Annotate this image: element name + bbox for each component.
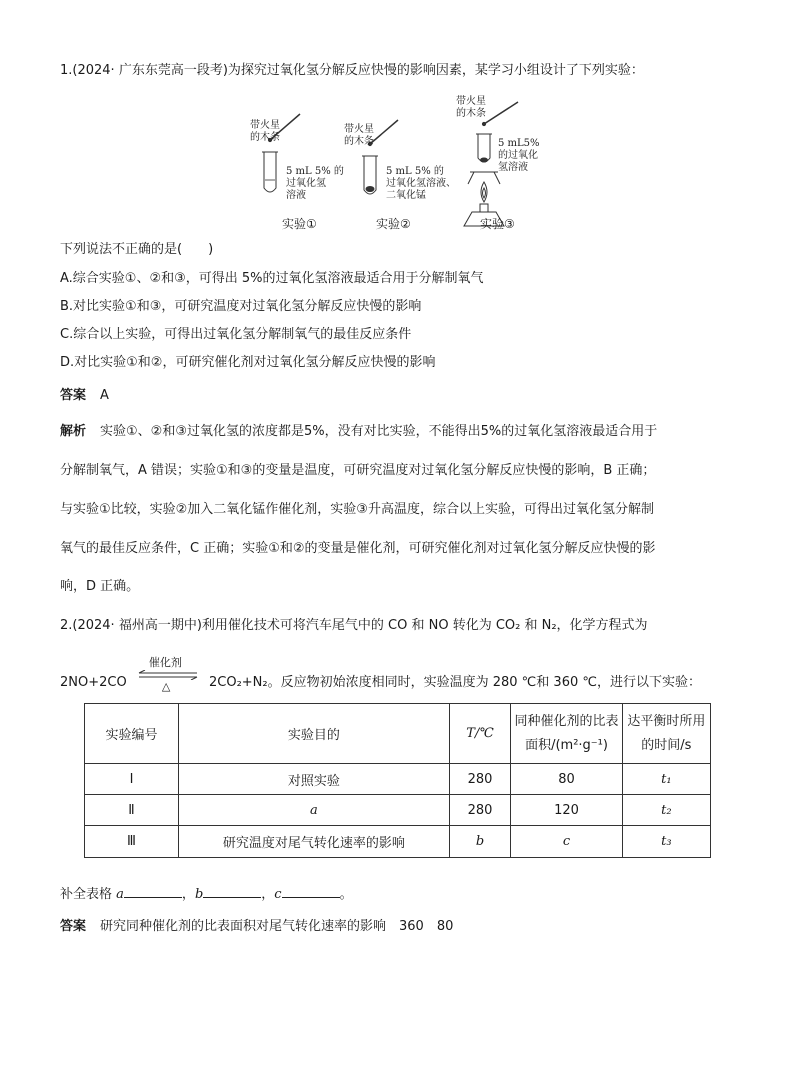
caption-exp2: 实验②: [376, 217, 411, 231]
blank-a[interactable]: [124, 885, 182, 898]
e3-liquid-label: 5 mL5% 的过氧化 氢溶液: [498, 138, 540, 173]
analysis-label: 解析: [60, 424, 87, 439]
blank-c-label: c: [274, 887, 282, 902]
blank-b-label: b: [194, 887, 204, 902]
table-cell: 120: [511, 795, 622, 826]
table-header-row: [85, 704, 711, 764]
q1-analysis-line-2: 分解制氧气，A 错误；实验①和③的变量是温度，可研究温度对过氧化氢分解反应快慢的影响，B 正确；: [60, 463, 656, 478]
table-cell: 80: [511, 764, 622, 795]
answer-label: 答案: [60, 919, 87, 934]
q1-question: 下列说法不正确的是( ): [60, 242, 214, 257]
answer-value: 研究同种催化剂的比表面积对尾气转化速率的影响 360 80: [100, 919, 454, 934]
q1-analysis-line-4: 氧气的最佳反应条件，C 正确；实验①和②的变量是催化剂，可研究催化剂对过氧化氢分解反应快慢的影: [60, 541, 656, 556]
option-a: A.综合实验①、②和③，可得出 5%的过氧化氢溶液最适合用于分解制氧气: [60, 271, 484, 286]
option-b: B.对比实验①和③，可研究温度对过氧化氢分解反应快慢的影响: [60, 299, 422, 314]
e2-splint-label: 带火星 的木条: [344, 124, 374, 147]
q1-figure: [240, 92, 570, 234]
fill-prefix: 补全表格: [60, 887, 113, 902]
table-cell: Ⅰ: [85, 764, 179, 795]
answer-value: A: [100, 388, 109, 403]
blank-c[interactable]: [282, 885, 340, 898]
table-row: [85, 826, 711, 858]
table-cell: 280: [449, 764, 511, 795]
q2-stem: 2.(2024· 福州高一期中)利用催化技术可将汽车尾气中的 CO 和 NO 转化为 CO₂ 和 N₂，化学方程式为: [60, 618, 648, 633]
table-cell: Ⅲ: [85, 826, 179, 858]
equation-arrow: [137, 656, 199, 693]
table-cell: 280: [449, 795, 511, 826]
experiment-table: [84, 703, 711, 858]
equation-right: 2CO₂+N₂: [208, 675, 268, 690]
table-cell: t₃: [622, 826, 710, 858]
heat-condition: △: [161, 680, 171, 693]
e1-liquid-label: 5 mL 5% 的 过氧化氢 溶液: [286, 166, 344, 201]
header-cell: 实验编号: [85, 704, 179, 764]
table-cell: b: [449, 826, 511, 858]
q1-analysis-line-3: 与实验①比较，实验②加入二氧化锰作催化剂，实验③升高温度，综合以上实验，可得出过氧化氢分解制: [60, 502, 654, 517]
e3-splint-label: 带火星 的木条: [456, 96, 486, 119]
answer-label: 答案: [60, 388, 87, 403]
caption-exp3: 实验③: [480, 217, 515, 231]
option-d: D.对比实验①和②，可研究催化剂对过氧化氢分解反应快慢的影响: [60, 355, 436, 370]
table-cell: t₁: [622, 764, 710, 795]
table-row: [85, 795, 711, 826]
q2-equation: [60, 656, 701, 693]
caption-exp1: 实验①: [282, 217, 317, 231]
header-cell: 同种催化剂的比表面积/(m²·g⁻¹): [511, 704, 622, 764]
table-cell: 对照实验: [178, 764, 449, 795]
header-cell: 实验目的: [178, 704, 449, 764]
q1-stem: 1.(2024· 广东东莞高一段考)为探究过氧化氢分解反应快慢的影响因素，某学习小组设计了下列实验：: [60, 63, 644, 78]
table-row: [85, 764, 711, 795]
table-cell: a: [178, 795, 449, 826]
e1-splint-label: 带火星 的木条: [250, 120, 280, 143]
table-cell: c: [511, 826, 622, 858]
table-cell: 研究温度对尾气转化速率的影响: [178, 826, 449, 858]
q2-fill-blanks: 补全表格 a ，b ，c 。: [60, 887, 353, 902]
blank-b[interactable]: [203, 885, 261, 898]
e2-liquid-label: 5 mL 5% 的 过氧化氢溶液、 二氧化锰: [386, 166, 456, 201]
q1-analysis-line-1: 解析 实验①、②和③过氧化氢的浓度都是5%，没有对比实验，不能得出5%的过氧化氢溶液最适合用于: [60, 424, 658, 439]
header-cell: T/℃: [449, 704, 511, 764]
catalyst-condition: 催化剂: [148, 656, 182, 669]
q2-answer: [60, 918, 453, 936]
header-cell: 达平衡时所用的时间/s: [622, 704, 710, 764]
table-cell: Ⅱ: [85, 795, 179, 826]
equation-tail: 。反应物初始浓度相同时，实验温度为 280 ℃和 360 ℃，进行以下实验：: [267, 675, 701, 690]
equation-left: 2NO+2CO: [60, 675, 127, 690]
q1-analysis-line-5: 响，D 正确。: [60, 579, 140, 594]
blank-a-label: a: [116, 887, 124, 902]
option-c: C.综合以上实验，可得出过氧化氢分解制氧气的最佳反应条件: [60, 327, 412, 342]
q1-answer: [60, 387, 109, 405]
table-cell: t₂: [622, 795, 710, 826]
